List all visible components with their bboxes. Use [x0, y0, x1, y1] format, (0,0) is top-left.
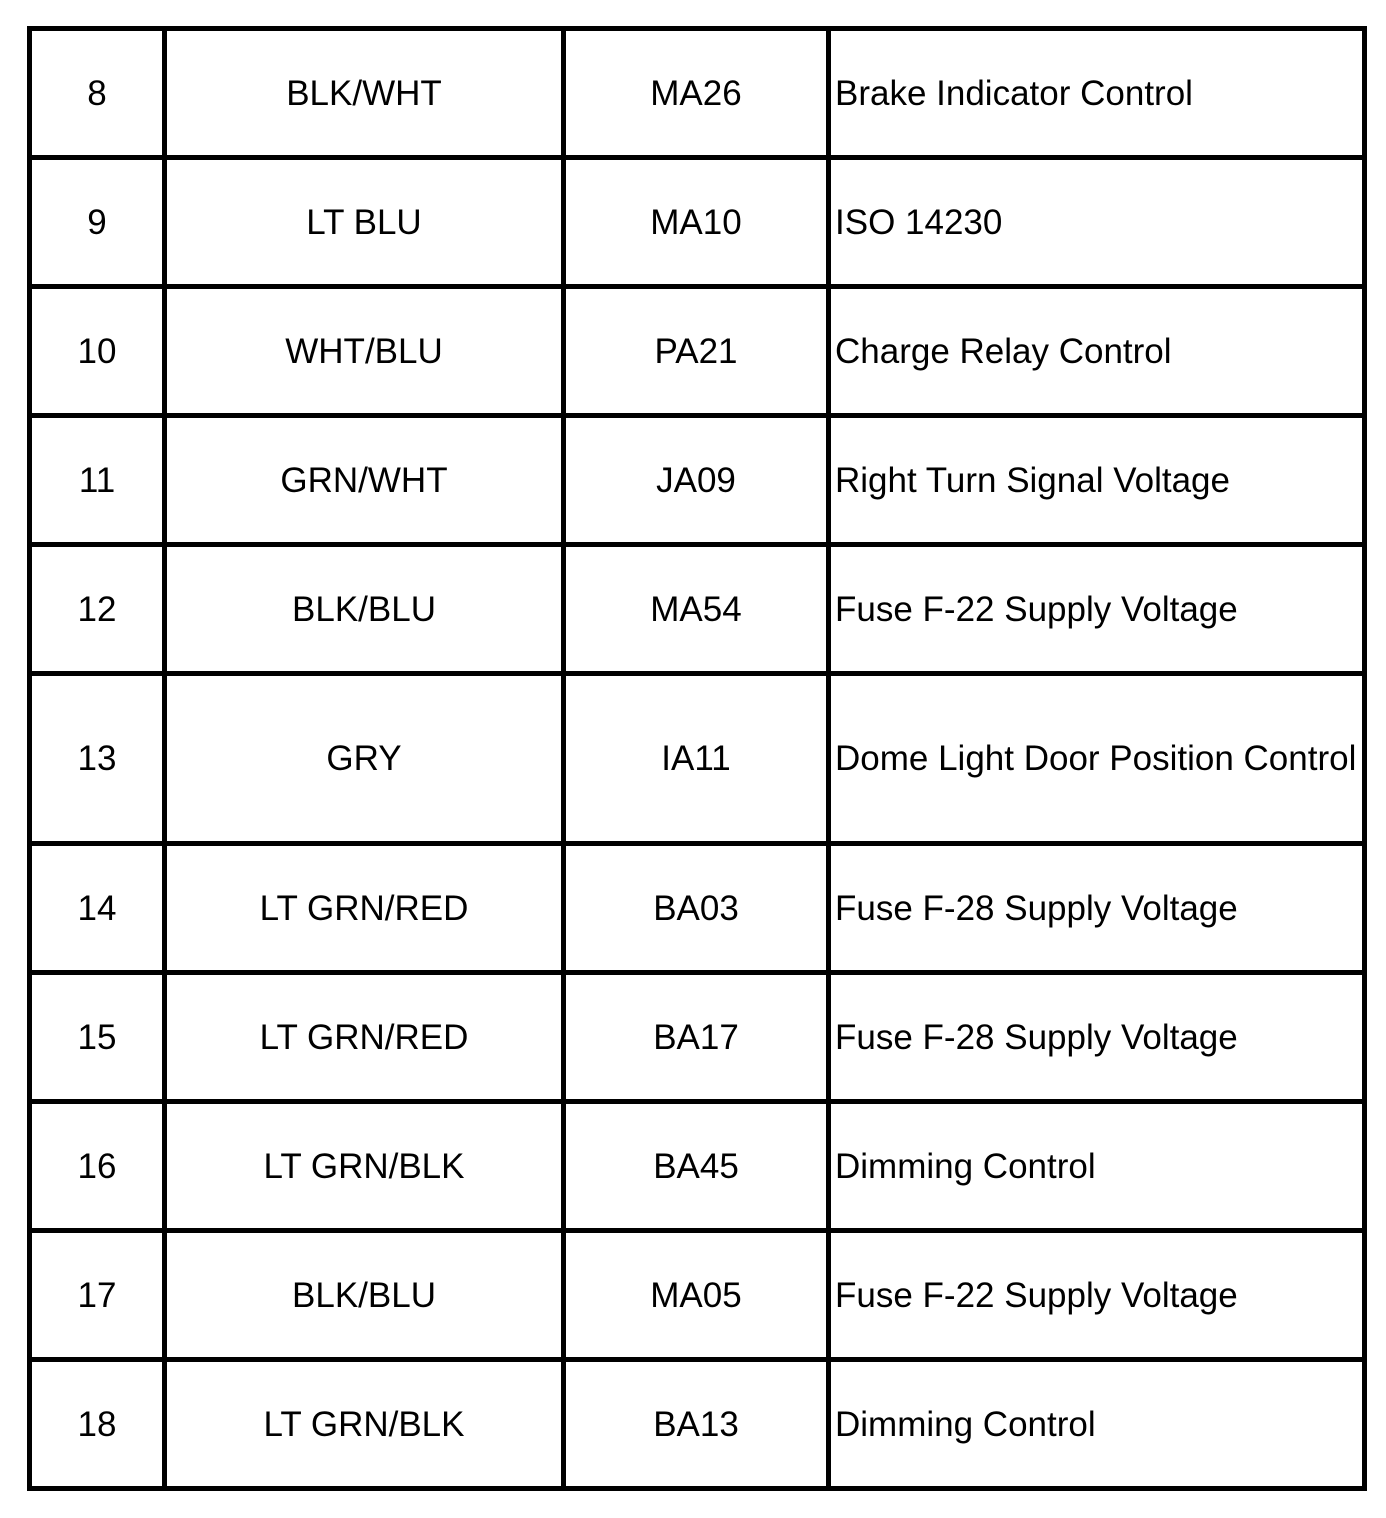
circuit-number-cell: MA54: [564, 545, 829, 674]
table-row: [30, 158, 1365, 287]
wire-color-cell: GRY: [165, 674, 564, 844]
pin-number-cell: 15: [30, 973, 165, 1102]
wire-color-cell: LT GRN/BLK: [165, 1102, 564, 1231]
circuit-number-cell: BA03: [564, 844, 829, 973]
circuit-number-cell: JA09: [564, 416, 829, 545]
wire-color-cell: BLK/BLU: [165, 545, 564, 674]
table-row: [30, 1102, 1365, 1231]
pin-number-cell: 10: [30, 287, 165, 416]
table-body: [30, 29, 1365, 1489]
circuit-number-cell: PA21: [564, 287, 829, 416]
wire-color-cell: GRN/WHT: [165, 416, 564, 545]
circuit-number-cell: BA17: [564, 973, 829, 1102]
wire-color-cell: BLK/WHT: [165, 29, 564, 158]
function-cell: Brake Indicator Control: [829, 29, 1365, 158]
table-row: [30, 973, 1365, 1102]
table-row: [30, 545, 1365, 674]
wire-color-cell: LT GRN/RED: [165, 973, 564, 1102]
table-row: [30, 29, 1365, 158]
pin-number-cell: 12: [30, 545, 165, 674]
function-cell: Right Turn Signal Voltage: [829, 416, 1365, 545]
circuit-number-cell: IA11: [564, 674, 829, 844]
pin-number-cell: 13: [30, 674, 165, 844]
function-cell: Dome Light Door Position Control: [829, 674, 1365, 844]
circuit-number-cell: MA05: [564, 1231, 829, 1360]
table-row: [30, 416, 1365, 545]
wire-color-cell: BLK/BLU: [165, 1231, 564, 1360]
pin-number-cell: 16: [30, 1102, 165, 1231]
pin-number-cell: 8: [30, 29, 165, 158]
table-row: [30, 674, 1365, 844]
function-cell: Dimming Control: [829, 1102, 1365, 1231]
function-cell: ISO 14230: [829, 158, 1365, 287]
table-row: [30, 1231, 1365, 1360]
pin-number-cell: 11: [30, 416, 165, 545]
function-cell: Dimming Control: [829, 1360, 1365, 1489]
pin-number-cell: 14: [30, 844, 165, 973]
circuit-number-cell: MA10: [564, 158, 829, 287]
pin-number-cell: 17: [30, 1231, 165, 1360]
pin-number-cell: 9: [30, 158, 165, 287]
wire-color-cell: LT BLU: [165, 158, 564, 287]
function-cell: Fuse F-28 Supply Voltage: [829, 844, 1365, 973]
table-row: [30, 287, 1365, 416]
table-row: [30, 1360, 1365, 1489]
circuit-number-cell: MA26: [564, 29, 829, 158]
function-cell: Charge Relay Control: [829, 287, 1365, 416]
circuit-number-cell: BA13: [564, 1360, 829, 1489]
function-cell: Fuse F-22 Supply Voltage: [829, 545, 1365, 674]
function-cell: Fuse F-22 Supply Voltage: [829, 1231, 1365, 1360]
circuit-number-cell: BA45: [564, 1102, 829, 1231]
wire-color-cell: LT GRN/BLK: [165, 1360, 564, 1489]
function-cell: Fuse F-28 Supply Voltage: [829, 973, 1365, 1102]
wire-color-cell: WHT/BLU: [165, 287, 564, 416]
wire-color-cell: LT GRN/RED: [165, 844, 564, 973]
connector-pinout-table: [27, 26, 1367, 1491]
table-row: [30, 844, 1365, 973]
pin-number-cell: 18: [30, 1360, 165, 1489]
